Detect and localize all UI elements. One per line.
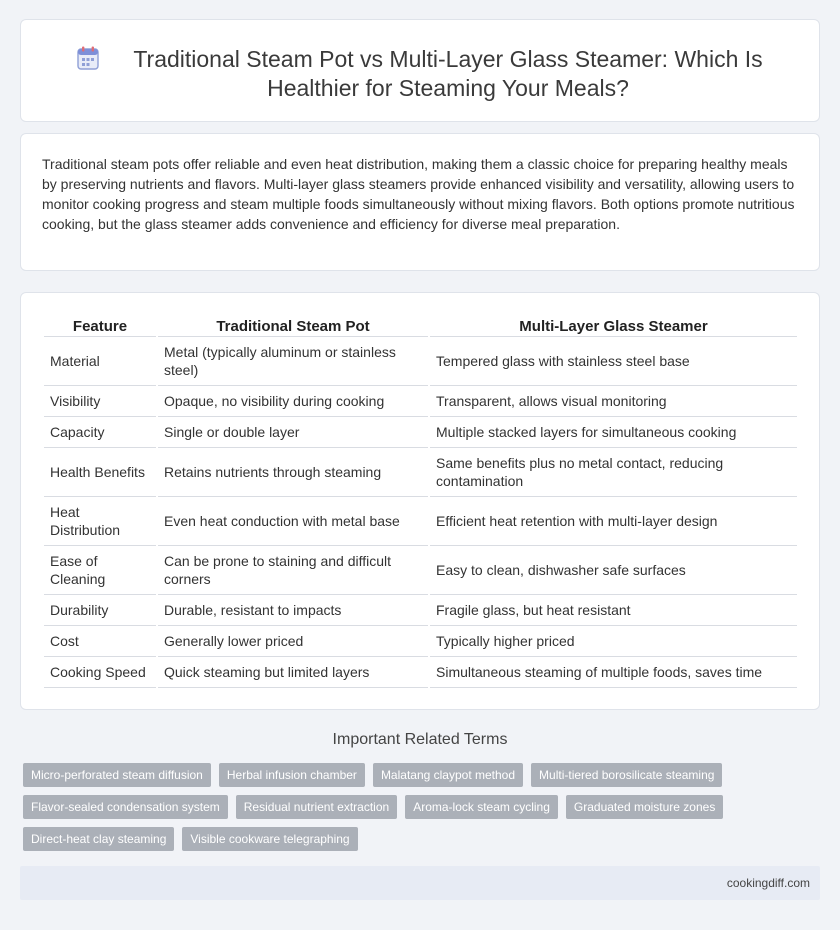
feature-cell: Visibility [44, 386, 156, 417]
header-glass: Multi-Layer Glass Steamer [430, 317, 797, 337]
traditional-cell: Even heat conduction with metal base [158, 497, 428, 546]
feature-cell: Health Benefits [44, 448, 156, 497]
traditional-cell: Opaque, no visibility during cooking [158, 386, 428, 417]
related-tag[interactable]: Residual nutrient extraction [236, 795, 397, 819]
table-row [44, 626, 797, 657]
header-feature: Feature [44, 317, 156, 337]
comparison-card [20, 292, 820, 710]
related-tag[interactable]: Direct-heat clay steaming [23, 827, 174, 851]
glass-cell: Fragile glass, but heat resistant [430, 595, 797, 626]
traditional-cell: Generally lower priced [158, 626, 428, 657]
feature-cell: Heat Distribution [44, 497, 156, 546]
calendar-icon [77, 46, 99, 70]
glass-cell: Transparent, allows visual monitoring [430, 386, 797, 417]
feature-cell: Capacity [44, 417, 156, 448]
intro-paragraph: Traditional steam pots offer reliable and even heat distribution, making them a classic choice for preparing healthy meals by preserving nutrients and flavors. Multi-layer glass steamers provide enhanced visibility and versatility, allowing users to monitor cooking progress and steam multiple foods simultaneously without mixing flavors. Both options promote nutritious cooking, but the glass steamer adds convenience and efficiency for diverse meal preparation. [42, 156, 795, 232]
traditional-cell: Metal (typically aluminum or stainless steel) [158, 337, 428, 386]
glass-cell: Efficient heat retention with multi-layer design [430, 497, 797, 546]
related-tag[interactable]: Multi-tiered borosilicate steaming [531, 763, 722, 787]
table-row [44, 497, 797, 546]
related-tag[interactable]: Malatang claypot method [373, 763, 523, 787]
table-row [44, 448, 797, 497]
glass-cell: Easy to clean, dishwasher safe surfaces [430, 546, 797, 595]
table-header-row [44, 317, 797, 337]
related-tag[interactable]: Visible cookware telegraphing [182, 827, 357, 851]
footer [20, 866, 820, 900]
glass-cell: Tempered glass with stainless steel base [430, 337, 797, 386]
feature-cell: Durability [44, 595, 156, 626]
traditional-cell: Durable, resistant to impacts [158, 595, 428, 626]
table-row [44, 337, 797, 386]
related-terms-title: Important Related Terms [332, 731, 508, 748]
feature-cell: Ease of Cleaning [44, 546, 156, 595]
glass-cell: Multiple stacked layers for simultaneous cooking [430, 417, 797, 448]
related-tag[interactable]: Flavor-sealed condensation system [23, 795, 228, 819]
glass-cell: Simultaneous steaming of multiple foods, saves time [430, 657, 797, 688]
header-traditional: Traditional Steam Pot [158, 317, 428, 337]
title-wrap [21, 45, 819, 103]
traditional-cell: Retains nutrients through steaming [158, 448, 428, 497]
feature-cell: Cost [44, 626, 156, 657]
table-row [44, 546, 797, 595]
table-row [44, 657, 797, 688]
page-title: Traditional Steam Pot vs Multi-Layer Glass Steamer: Which Is Healthier for Steaming Your Meals? [133, 46, 763, 101]
traditional-cell: Quick steaming but limited layers [158, 657, 428, 688]
traditional-cell: Can be prone to staining and difficult corners [158, 546, 428, 595]
related-tag[interactable]: Graduated moisture zones [566, 795, 723, 819]
traditional-cell: Single or double layer [158, 417, 428, 448]
glass-cell: Same benefits plus no metal contact, reducing contamination [430, 448, 797, 497]
feature-cell: Material [44, 337, 156, 386]
table-row [44, 595, 797, 626]
title-card [20, 19, 820, 122]
related-tag[interactable]: Micro-perforated steam diffusion [23, 763, 211, 787]
related-tag[interactable]: Aroma-lock steam cycling [405, 795, 558, 819]
comparison-table [42, 317, 799, 688]
related-tags [23, 763, 813, 851]
related-tag[interactable]: Herbal infusion chamber [219, 763, 365, 787]
table-row [44, 386, 797, 417]
glass-cell: Typically higher priced [430, 626, 797, 657]
feature-cell: Cooking Speed [44, 657, 156, 688]
table-row [44, 417, 797, 448]
footer-site[interactable]: cookingdiff.com [726, 876, 810, 890]
intro-card [20, 133, 820, 271]
